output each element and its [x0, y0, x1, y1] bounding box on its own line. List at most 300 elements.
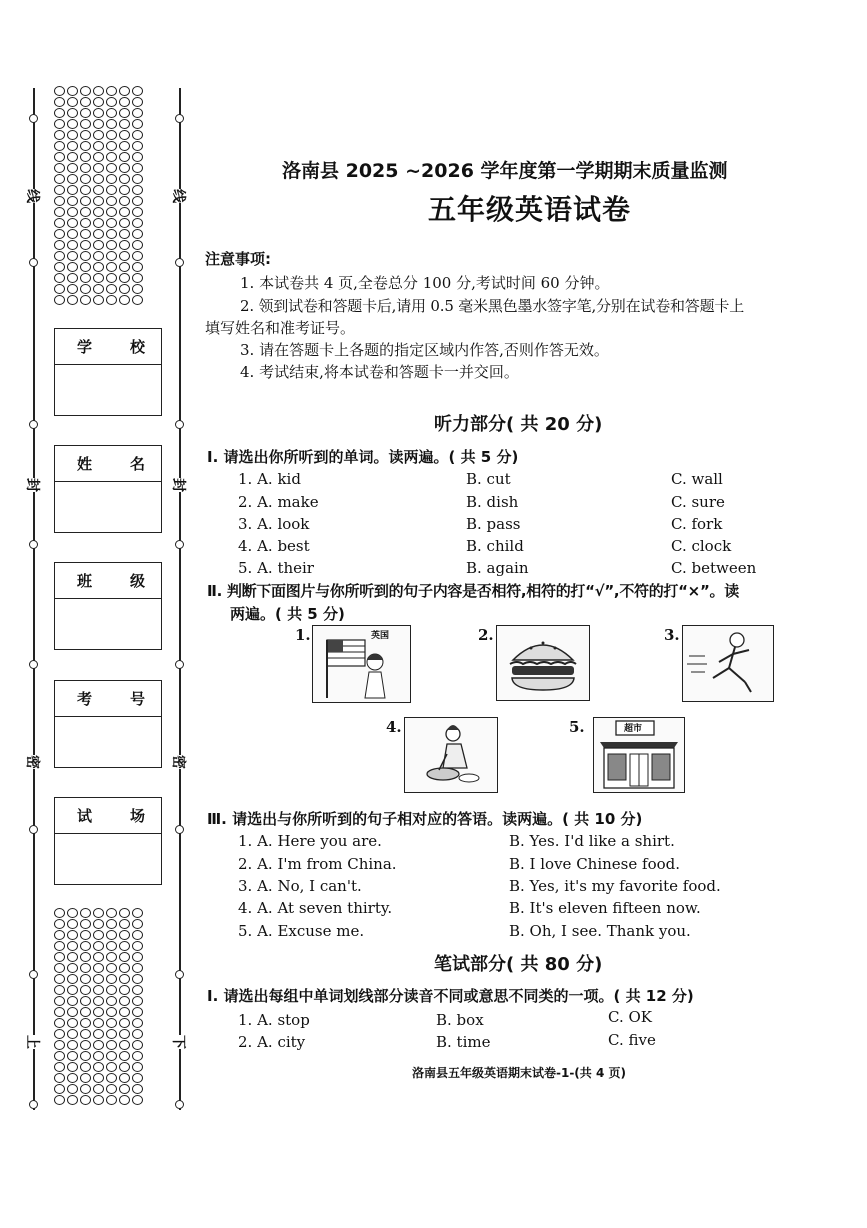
picture-label-uk: 英国	[371, 631, 390, 641]
notice-item-2: 2. 领到试卷和答题卡后,请用 0.5 毫米黑色墨水签字笔,分别在试卷和答题卡上	[240, 297, 745, 315]
decorative-dot	[93, 1029, 104, 1039]
picture-running-boy	[682, 625, 774, 702]
binding-hole	[175, 258, 184, 267]
decorative-dot	[80, 930, 91, 940]
decorative-dot	[132, 1007, 143, 1017]
decorative-dot	[67, 130, 78, 140]
decorative-dot	[119, 295, 130, 305]
decorative-dot	[119, 141, 130, 151]
decorative-dot	[54, 163, 65, 173]
picture-hamburger	[496, 625, 590, 701]
binding-hole	[29, 114, 38, 123]
decorative-dot	[54, 174, 65, 184]
decorative-dot	[67, 974, 78, 984]
decorative-dot	[80, 996, 91, 1006]
decorative-dot	[93, 240, 104, 250]
decorative-dot	[54, 1007, 65, 1017]
option: 5. A. Excuse me.	[238, 922, 365, 940]
decorative-dot	[67, 1084, 78, 1094]
decorative-dot	[93, 1095, 104, 1105]
decorative-dot	[67, 908, 78, 918]
decorative-dot	[106, 1095, 117, 1105]
decorative-dot	[67, 930, 78, 940]
decorative-dot	[54, 218, 65, 228]
decorative-dot	[93, 97, 104, 107]
binding-hole	[29, 540, 38, 549]
side-char-xian: 线	[169, 189, 189, 203]
decorative-dot	[54, 262, 65, 272]
hamburger-icon	[497, 626, 589, 700]
binding-hole	[175, 660, 184, 669]
decorative-dot	[67, 1051, 78, 1061]
decorative-dot	[132, 908, 143, 918]
decorative-dot	[119, 207, 130, 217]
decorative-dot	[106, 163, 117, 173]
decorative-dot	[67, 196, 78, 206]
exam-room-box[interactable]	[54, 797, 162, 885]
decorative-dot	[67, 1095, 78, 1105]
option: 4. A. At seven thirty.	[238, 899, 393, 917]
decorative-dot	[132, 97, 143, 107]
decorative-dot	[93, 952, 104, 962]
decorative-dot	[106, 1018, 117, 1028]
option: 3. A. No, I can't.	[238, 877, 362, 895]
decorative-dot	[119, 1062, 130, 1072]
decorative-dot	[119, 229, 130, 239]
decorative-dot	[119, 119, 130, 129]
option: C. OK	[608, 1008, 652, 1026]
decorative-dot	[132, 1095, 143, 1105]
decorative-dot	[67, 1007, 78, 1017]
decorative-dot	[93, 1018, 104, 1028]
decorative-dot	[67, 97, 78, 107]
option: 3. A. look	[238, 515, 310, 533]
decorative-dot	[132, 1051, 143, 1061]
decorative-dot	[119, 952, 130, 962]
option: 5. A. their	[238, 559, 314, 577]
decorative-dot	[106, 251, 117, 261]
binding-hole	[29, 825, 38, 834]
decorative-dot	[80, 1073, 91, 1083]
class-label-left: 班	[77, 572, 93, 590]
class-box[interactable]	[54, 562, 162, 650]
name-label-right: 名	[129, 455, 145, 473]
decorative-dot	[54, 1040, 65, 1050]
decorative-dot	[119, 974, 130, 984]
decorative-dot	[106, 974, 117, 984]
decorative-dot	[80, 1018, 91, 1028]
decorative-dot	[106, 1029, 117, 1039]
option: B. Yes. I'd like a shirt.	[509, 832, 675, 850]
decorative-dot	[106, 218, 117, 228]
decorative-dot	[93, 996, 104, 1006]
decorative-dot	[67, 229, 78, 239]
decorative-dot	[93, 207, 104, 217]
decorative-dot	[54, 1073, 65, 1083]
decorative-dot	[132, 1073, 143, 1083]
decorative-dot	[106, 119, 117, 129]
decorative-dot	[119, 196, 130, 206]
option: 2. A. city	[238, 1033, 306, 1051]
decorative-dot	[119, 185, 130, 195]
decorative-dot	[119, 262, 130, 272]
decorative-dot	[106, 262, 117, 272]
decorative-dot	[106, 174, 117, 184]
option: C. five	[608, 1031, 656, 1049]
decorative-dot	[93, 908, 104, 918]
decorative-dot	[106, 1062, 117, 1072]
decorative-dot	[106, 141, 117, 151]
decorative-dot	[132, 119, 143, 129]
binding-hole	[175, 540, 184, 549]
binding-line-right	[179, 88, 181, 1110]
runner-icon	[683, 626, 773, 701]
decorative-dot	[119, 251, 130, 261]
decorative-dot	[54, 185, 65, 195]
decorative-dot	[119, 240, 130, 250]
option: C. sure	[671, 493, 725, 511]
notice-item-4: 4. 考试结束,将本试卷和答题卡一并交回。	[240, 363, 519, 381]
decorative-dot	[67, 207, 78, 217]
decorative-dot	[132, 941, 143, 951]
option: C. wall	[671, 470, 723, 488]
decorative-dot	[54, 152, 65, 162]
decorative-dot	[119, 919, 130, 929]
decorative-dot	[80, 86, 91, 96]
decorative-dot	[93, 1007, 104, 1017]
decorative-dot	[67, 941, 78, 951]
decorative-dot	[67, 1040, 78, 1050]
listening-q2-title: Ⅱ. 判断下面图片与你所听到的句子内容是否相符,相符的打“√”,不符的打“×”。读	[207, 582, 739, 600]
decorative-dot	[67, 996, 78, 1006]
decorative-dot	[93, 196, 104, 206]
side-char-feng: 封	[23, 478, 43, 492]
decorative-dot	[106, 295, 117, 305]
decorative-dot	[132, 1040, 143, 1050]
decorative-dot	[106, 1051, 117, 1061]
decorative-dot	[80, 119, 91, 129]
decorative-dot	[80, 952, 91, 962]
side-char-xia: 下	[169, 1035, 189, 1049]
decorative-dot	[132, 985, 143, 995]
decorative-dot	[132, 86, 143, 96]
exam-title-line2: 五年级英语试卷	[428, 193, 632, 226]
decorative-dot	[106, 240, 117, 250]
option: B. Yes, it's my favorite food.	[509, 877, 721, 895]
decorative-dot	[93, 919, 104, 929]
dot-grid-top	[54, 86, 145, 306]
decorative-dot	[119, 218, 130, 228]
decorative-dot	[54, 86, 65, 96]
option: B. again	[466, 559, 529, 577]
decorative-dot	[119, 941, 130, 951]
decorative-dot	[80, 262, 91, 272]
picture-number: 5.	[569, 718, 585, 736]
decorative-dot	[67, 985, 78, 995]
option: 2. A. I'm from China.	[238, 855, 397, 873]
decorative-dot	[132, 974, 143, 984]
decorative-dot	[67, 163, 78, 173]
decorative-dot	[67, 251, 78, 261]
decorative-dot	[119, 97, 130, 107]
decorative-dot	[119, 1018, 130, 1028]
decorative-dot	[67, 919, 78, 929]
decorative-dot	[93, 218, 104, 228]
picture-uk-girl	[312, 625, 411, 703]
decorative-dot	[119, 1073, 130, 1083]
decorative-dot	[67, 152, 78, 162]
option: B. Oh, I see. Thank you.	[509, 922, 691, 940]
decorative-dot	[67, 119, 78, 129]
decorative-dot	[106, 952, 117, 962]
decorative-dot	[106, 108, 117, 118]
picture-number: 3.	[664, 626, 680, 644]
decorative-dot	[119, 130, 130, 140]
decorative-dot	[54, 963, 65, 973]
school-label-left: 学	[77, 338, 93, 356]
decorative-dot	[132, 163, 143, 173]
decorative-dot	[80, 1062, 91, 1072]
decorative-dot	[132, 207, 143, 217]
decorative-dot	[67, 108, 78, 118]
decorative-dot	[54, 251, 65, 261]
decorative-dot	[67, 273, 78, 283]
decorative-dot	[80, 185, 91, 195]
decorative-dot	[54, 108, 65, 118]
exam-number-box[interactable]	[54, 680, 162, 768]
exam-number-label-left: 考	[77, 690, 93, 708]
decorative-dot	[80, 919, 91, 929]
decorative-dot	[80, 1007, 91, 1017]
option: B. pass	[466, 515, 521, 533]
decorative-dot	[93, 930, 104, 940]
decorative-dot	[132, 1062, 143, 1072]
decorative-dot	[132, 1018, 143, 1028]
decorative-dot	[80, 163, 91, 173]
decorative-dot	[93, 273, 104, 283]
exam-room-label-right: 场	[129, 807, 145, 825]
option: B. dish	[466, 493, 519, 511]
decorative-dot	[132, 284, 143, 294]
option: 1. A. kid	[238, 470, 301, 488]
decorative-dot	[93, 174, 104, 184]
decorative-dot	[67, 295, 78, 305]
decorative-dot	[80, 963, 91, 973]
decorative-dot	[67, 141, 78, 151]
decorative-dot	[106, 985, 117, 995]
decorative-dot	[132, 1084, 143, 1094]
decorative-dot	[93, 130, 104, 140]
decorative-dot	[54, 273, 65, 283]
side-char-mi: 密	[23, 755, 43, 769]
decorative-dot	[119, 86, 130, 96]
decorative-dot	[132, 952, 143, 962]
decorative-dot	[132, 218, 143, 228]
decorative-dot	[106, 207, 117, 217]
decorative-dot	[106, 941, 117, 951]
decorative-dot	[132, 1029, 143, 1039]
decorative-dot	[80, 240, 91, 250]
option: C. fork	[671, 515, 723, 533]
option: B. cut	[466, 470, 511, 488]
option: B. child	[466, 537, 524, 555]
decorative-dot	[67, 240, 78, 250]
decorative-dot	[80, 229, 91, 239]
decorative-dot	[80, 141, 91, 151]
decorative-dot	[132, 152, 143, 162]
school-label-right: 校	[129, 338, 145, 356]
decorative-dot	[93, 1051, 104, 1061]
option: C. between	[671, 559, 757, 577]
decorative-dot	[93, 229, 104, 239]
decorative-dot	[54, 952, 65, 962]
exam-room-label-left: 试	[77, 807, 93, 825]
decorative-dot	[106, 908, 117, 918]
decorative-dot	[54, 240, 65, 250]
decorative-dot	[93, 141, 104, 151]
decorative-dot	[54, 295, 65, 305]
decorative-dot	[80, 1029, 91, 1039]
decorative-dot	[80, 174, 91, 184]
decorative-dot	[106, 284, 117, 294]
decorative-dot	[132, 196, 143, 206]
name-box[interactable]	[54, 445, 162, 533]
decorative-dot	[132, 295, 143, 305]
school-box[interactable]	[54, 328, 162, 416]
washing-icon	[405, 718, 497, 792]
decorative-dot	[132, 130, 143, 140]
decorative-dot	[54, 141, 65, 151]
decorative-dot	[119, 930, 130, 940]
decorative-dot	[119, 1084, 130, 1094]
decorative-dot	[93, 108, 104, 118]
decorative-dot	[54, 130, 65, 140]
binding-hole	[29, 660, 38, 669]
decorative-dot	[132, 108, 143, 118]
decorative-dot	[54, 908, 65, 918]
decorative-dot	[132, 930, 143, 940]
decorative-dot	[106, 229, 117, 239]
decorative-dot	[119, 908, 130, 918]
picture-label-supermarket: 超市	[624, 724, 643, 734]
decorative-dot	[67, 86, 78, 96]
decorative-dot	[93, 152, 104, 162]
decorative-dot	[119, 1029, 130, 1039]
decorative-dot	[67, 284, 78, 294]
decorative-dot	[67, 952, 78, 962]
decorative-dot	[80, 1040, 91, 1050]
decorative-dot	[106, 130, 117, 140]
decorative-dot	[54, 974, 65, 984]
decorative-dot	[93, 185, 104, 195]
decorative-dot	[119, 163, 130, 173]
picture-washing-clothes	[404, 717, 498, 793]
dot-grid-bottom	[54, 908, 145, 1106]
decorative-dot	[119, 284, 130, 294]
decorative-dot	[93, 985, 104, 995]
decorative-dot	[54, 1084, 65, 1094]
decorative-dot	[54, 196, 65, 206]
notice-heading: 注意事项:	[205, 250, 271, 268]
decorative-dot	[119, 1040, 130, 1050]
decorative-dot	[132, 229, 143, 239]
decorative-dot	[80, 941, 91, 951]
decorative-dot	[119, 152, 130, 162]
binding-hole	[29, 258, 38, 267]
binding-hole	[175, 114, 184, 123]
decorative-dot	[80, 130, 91, 140]
exam-title-line1: 洛南县 2025 ~2026 学年度第一学期期末质量监测	[282, 160, 728, 182]
decorative-dot	[54, 119, 65, 129]
decorative-dot	[132, 174, 143, 184]
binding-hole	[175, 420, 184, 429]
decorative-dot	[67, 1062, 78, 1072]
decorative-dot	[119, 1051, 130, 1061]
binding-line-left	[33, 88, 35, 1110]
decorative-dot	[80, 1051, 91, 1061]
name-label-left: 姓	[77, 455, 93, 473]
decorative-dot	[93, 1084, 104, 1094]
decorative-dot	[132, 273, 143, 283]
decorative-dot	[67, 218, 78, 228]
decorative-dot	[54, 1095, 65, 1105]
exam-number-label-right: 号	[129, 690, 145, 708]
decorative-dot	[54, 930, 65, 940]
decorative-dot	[93, 963, 104, 973]
side-char-xian: 线	[23, 189, 43, 203]
decorative-dot	[54, 284, 65, 294]
binding-hole	[175, 825, 184, 834]
decorative-dot	[54, 996, 65, 1006]
decorative-dot	[119, 108, 130, 118]
option: B. box	[436, 1011, 484, 1029]
decorative-dot	[106, 86, 117, 96]
decorative-dot	[106, 1073, 117, 1083]
decorative-dot	[80, 985, 91, 995]
decorative-dot	[106, 273, 117, 283]
decorative-dot	[54, 919, 65, 929]
listening-q2-title-cont: 两遍。( 共 5 分)	[230, 605, 345, 623]
decorative-dot	[93, 86, 104, 96]
decorative-dot	[54, 229, 65, 239]
side-char-mi: 密	[169, 755, 189, 769]
decorative-dot	[119, 174, 130, 184]
binding-hole	[29, 1100, 38, 1109]
decorative-dot	[54, 1062, 65, 1072]
listening-q1-title: Ⅰ. 请选出你所听到的单词。读两遍。( 共 5 分)	[207, 448, 519, 466]
decorative-dot	[54, 941, 65, 951]
decorative-dot	[93, 163, 104, 173]
decorative-dot	[106, 152, 117, 162]
side-char-shang: 上	[23, 1035, 43, 1049]
decorative-dot	[80, 295, 91, 305]
decorative-dot	[119, 273, 130, 283]
decorative-dot	[93, 974, 104, 984]
decorative-dot	[67, 963, 78, 973]
flag-girl-icon	[313, 626, 410, 702]
decorative-dot	[132, 185, 143, 195]
decorative-dot	[54, 1018, 65, 1028]
option: B. time	[436, 1033, 491, 1051]
binding-hole	[175, 970, 184, 979]
decorative-dot	[54, 207, 65, 217]
option: B. It's eleven fifteen now.	[509, 899, 701, 917]
decorative-dot	[67, 174, 78, 184]
decorative-dot	[80, 218, 91, 228]
decorative-dot	[54, 1051, 65, 1061]
picture-supermarket	[593, 717, 685, 793]
notice-item-2-cont: 填写姓名和准考证号。	[205, 319, 356, 337]
